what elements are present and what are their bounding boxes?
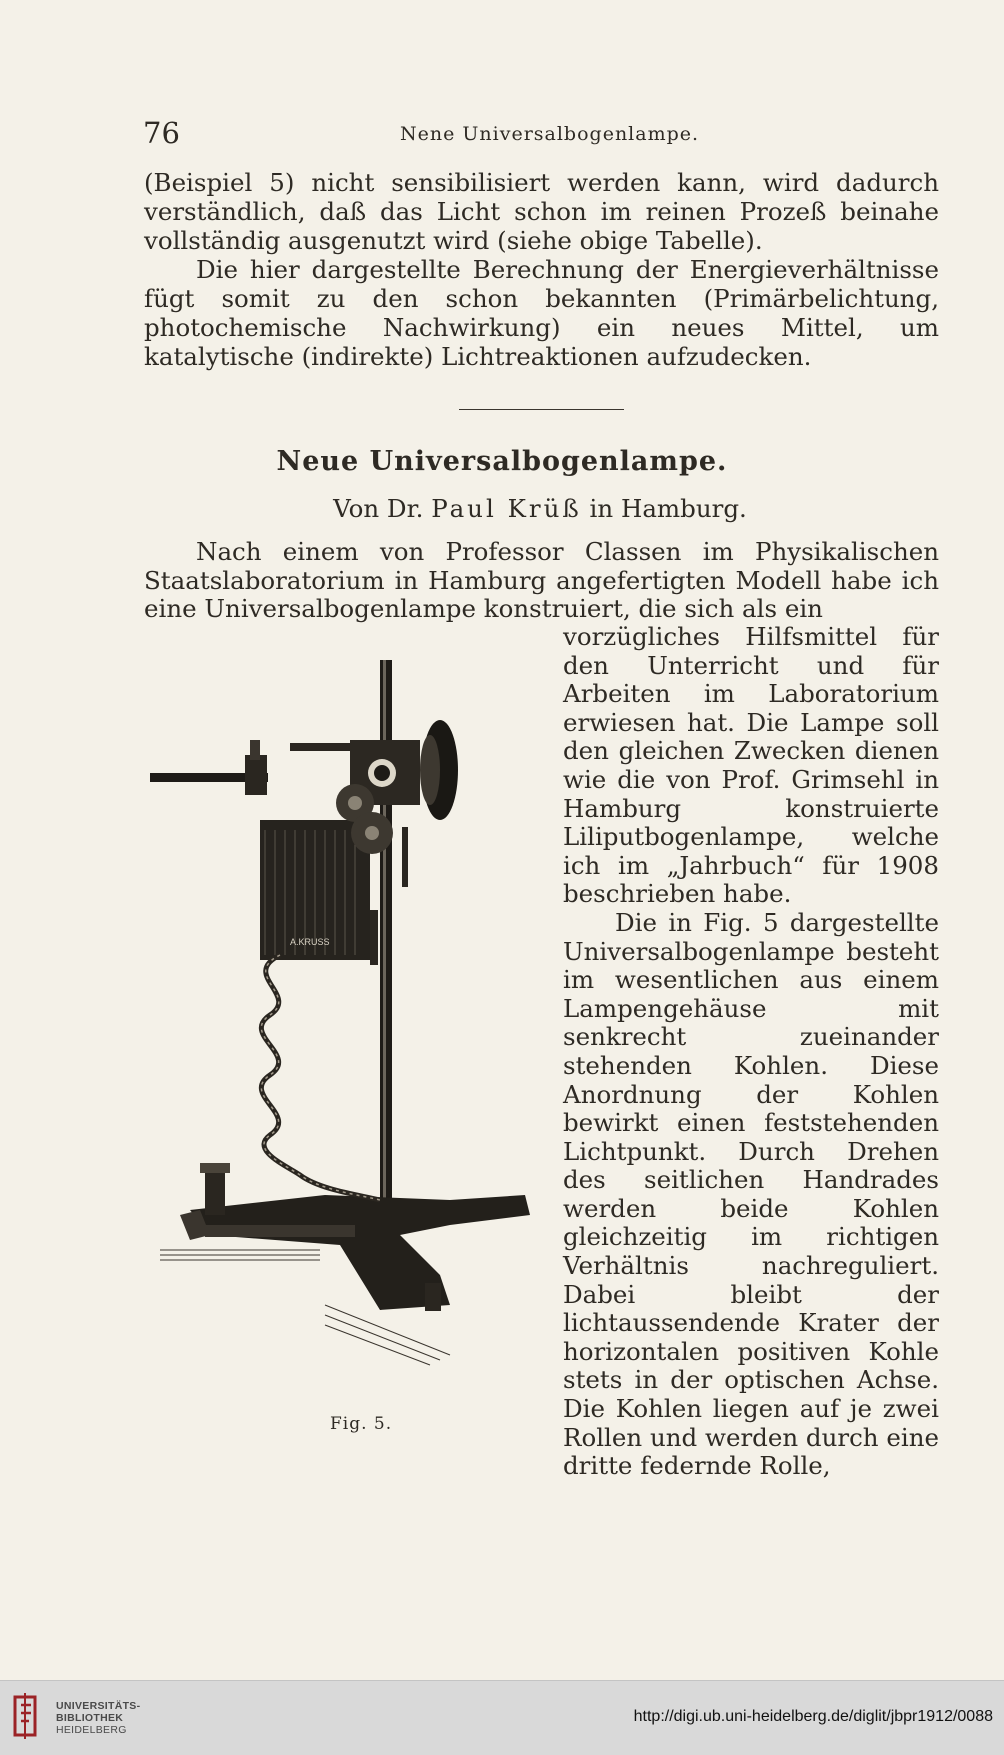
page-number: 76 [143,116,180,150]
lead-paragraph: Nach einem von Professor Classen im Physikalischen Staatslaboratorium in Hamburg angefertigten Modell habe ich eine Universalbogenlampe konstruiert, die sich als ein [144,537,939,624]
byline-prefix: Von Dr. [333,494,424,523]
column-paragraph-2: Die in Fig. 5 dargestellte Universalbogenlampe besteht im wesentlichen aus einem Lampengehäuse mit senkrecht zueinander stehenden Kohlen. Diese Anordnung der Kohlen bewirkt einen feststehenden Lichtpunkt. Durch Drehen des seitlichen Handrades werden beide Kohlen gleichzeitig im richtigen Verhältnis nachreguliert. Dabei bleibt der lichtaussendende Krater der horizontalen positiven Kohle stets in der optischen Achse. Die Kohlen liegen auf je zwei Rollen und werden durch eine dritte federnde Rolle, [563,907,939,1481]
intro-text [144,168,939,371]
library-name-line-3: HEIDELBERG [56,1724,127,1736]
article-title: Neue Universalbogenlampe. [276,446,728,477]
author-name: Paul Krüß [431,494,582,523]
library-logo-icon [11,1691,43,1741]
source-url-link[interactable]: http://digi.ub.uni-heidelberg.de/diglit/jbpr1912/0088 [633,1708,993,1725]
article-column [563,623,939,1481]
svg-text:A.KRUSS: A.KRUSS [290,937,330,947]
arc-lamp-illustration [150,655,535,1410]
column-paragraph-1: vorzügliches Hilfsmittel für den Unterricht und für Arbeiten im Laboratorium erwiesen hat. Die Lampe soll den gleichen Zwecken dienen wie die von Prof. Grimsehl in Hamburg konstruierte Liliputbogenlampe, welche ich im „Jahrbuch“ für 1908 beschrieben habe. [563,622,939,909]
running-head: Nene Universalbogenlampe. [400,123,700,145]
library-name-line-1: UNIVERSITÄTS- [56,1700,141,1712]
article-byline [0,494,1004,523]
byline-suffix: in Hamburg. [589,494,747,523]
figure-caption: Fig. 5. [330,1414,393,1434]
article-lead [144,538,939,624]
intro-paragraph-1: (Beispiel 5) nicht sensibilisiert werden kann, wird dadurch verständlich, daß das Licht schon im reinen Prozeß beinahe vollständig ausgenutzt wird (siehe obige Tabelle). [144,168,939,255]
page-header [140,116,940,156]
intro-paragraph-2: Die hier dargestellte Berechnung der Energieverhältnisse fügt somit zu den schon bekannten (Primärbelichtung, photochemische Nachwirkung) ein neues Mittel, um katalytische (indirekte) Lichtreaktionen aufzudecken. [144,255,939,371]
library-name [56,1700,140,1736]
library-name-line-2: BIBLIOTHEK [56,1712,124,1724]
library-footer [0,1680,1004,1755]
section-divider [459,409,624,410]
